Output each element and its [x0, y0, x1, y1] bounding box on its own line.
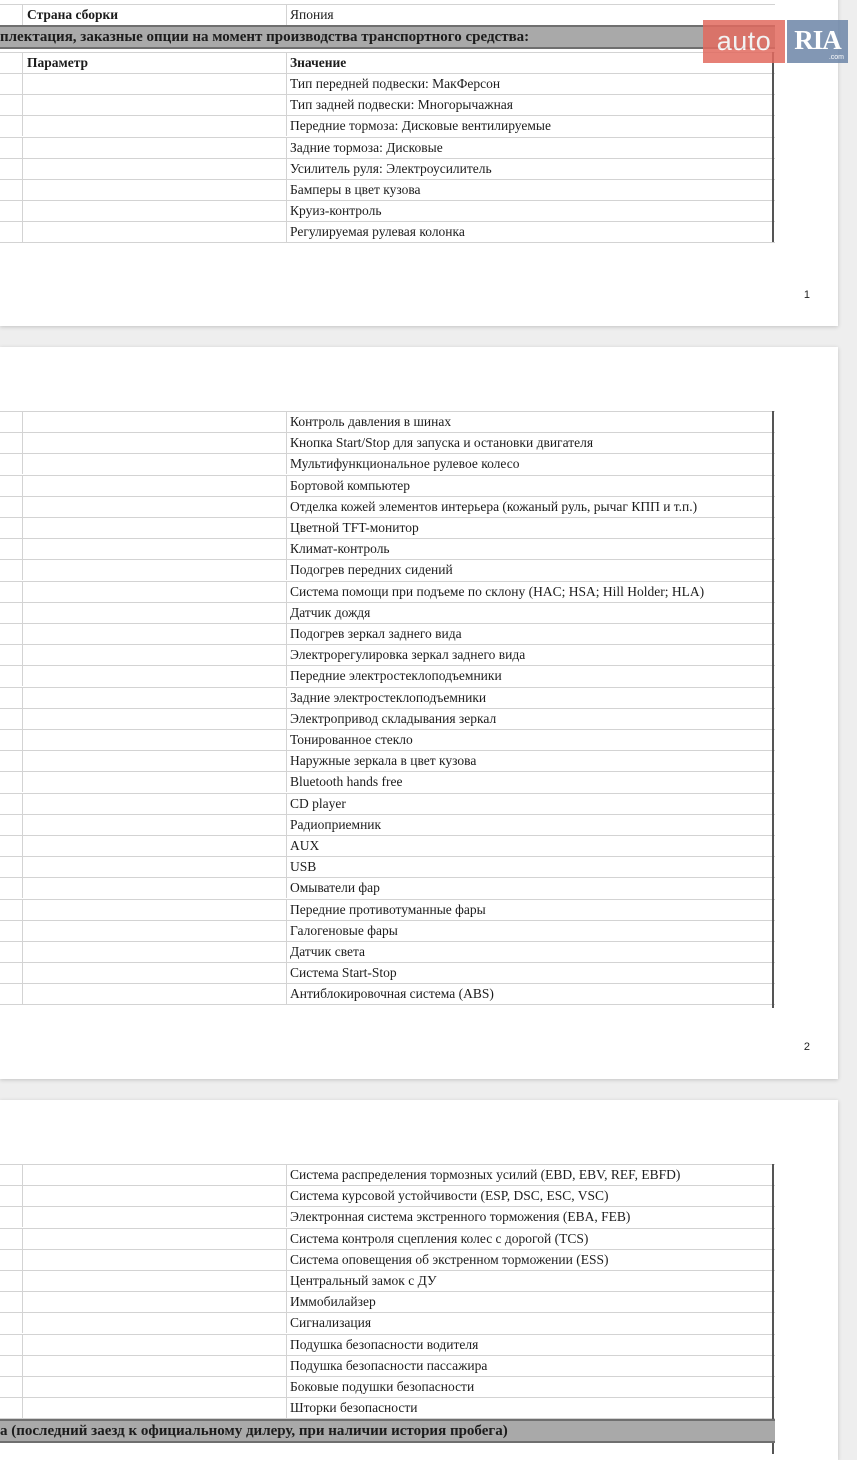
table-row-assembly-country [0, 4, 775, 25]
table-row [0, 73, 775, 94]
table-row [0, 877, 775, 898]
value-cell: Кнопка Start/Stop для запуска и остановки двигателя [290, 435, 594, 451]
table-row [0, 602, 775, 623]
table-row [0, 158, 775, 179]
value-cell: Система Start-Stop [290, 965, 397, 981]
page-number: 2 [803, 1041, 810, 1053]
table-row [0, 1312, 775, 1333]
table-row [0, 708, 775, 729]
table-row [0, 179, 775, 200]
value-cell: Система курсовой устойчивости (ESP, DSC, ESC, VSC) [290, 1188, 609, 1204]
page-number: 1 [803, 289, 810, 301]
document-page-2 [0, 347, 838, 1079]
table-row [0, 1355, 775, 1376]
table-row [0, 644, 775, 665]
logo-auto-text: auto [703, 20, 785, 63]
value-cell: Система оповещения об экстренном торможении (ESS) [290, 1251, 609, 1267]
value-cell: Передние электростеклоподъемники [290, 668, 502, 684]
table-row [0, 1206, 775, 1227]
value-cell: Радиоприемник [290, 816, 382, 832]
value-cell: Боковые подушки безопасности [290, 1379, 475, 1394]
table-row [0, 475, 775, 496]
table-row [0, 1228, 775, 1249]
table-row [0, 729, 775, 750]
value-cell: Наружные зеркала в цвет кузова [290, 753, 477, 769]
table-row [0, 517, 775, 538]
value-cell: Передние противотуманные фары [290, 901, 486, 917]
table-row [0, 200, 775, 221]
table-row [0, 750, 775, 771]
table-row [0, 432, 775, 453]
value-cell: Мультифункциональное рулевое колесо [290, 456, 520, 472]
value-cell: Круиз-контроль [290, 203, 382, 219]
table-row [0, 221, 775, 243]
table-row [0, 115, 775, 136]
table-row [0, 941, 775, 962]
value-cell: AUX [290, 838, 320, 853]
logo-ria-text: RIA [794, 25, 841, 55]
value-cell: Система помощи при подъеме по склону (HAC; HSA; Hill Holder; HLA) [290, 583, 705, 599]
table-row [0, 1270, 775, 1291]
document-page-3 [0, 1100, 838, 1460]
value-cell: Регулируемая рулевая колонка [290, 224, 465, 240]
table-row [0, 856, 775, 877]
table-row [0, 983, 775, 1005]
value-cell: Датчик дождя [290, 604, 371, 620]
header-param: Параметр [23, 53, 287, 73]
table-row [0, 962, 775, 983]
value-cell: Электрорегулировка зеркал заднего вида [290, 647, 526, 663]
table-row [0, 793, 775, 814]
value-cell: CD player [290, 795, 346, 811]
value-cell: Бортовой компьютер [290, 477, 411, 493]
table-right-border [772, 1164, 774, 1454]
table-row [0, 771, 775, 792]
param-cell: Страна сборки [23, 5, 287, 25]
value-cell: Подушка безопасности водителя [290, 1336, 479, 1352]
value-cell: Задние электростеклоподъемники [290, 689, 487, 705]
table-row [0, 835, 775, 856]
value-cell: Центральный замок с ДУ [290, 1273, 437, 1288]
table-row [0, 623, 775, 644]
value-cell: Иммобилайзер [290, 1294, 376, 1310]
table-row [0, 1397, 775, 1419]
bottom-section-title-bar: а (последний заезд к официальному дилеру, при наличии история пробега) [0, 1419, 775, 1443]
value-cell: Сигнализация [290, 1315, 372, 1331]
table-header-row [0, 52, 775, 73]
table-row [0, 496, 775, 517]
value-cell: Датчик света [290, 944, 366, 959]
value-cell: Тип передней подвески: МакФерсон [290, 76, 501, 91]
value-cell: Электропривод складывания зеркал [290, 710, 497, 726]
table-row [0, 1334, 775, 1355]
table-row [0, 538, 775, 559]
value-cell: Задние тормоза: Дисковые [290, 139, 443, 155]
value-cell: Система контроля сцепления колес с дорогой (TCS) [290, 1230, 589, 1246]
value-cell: Галогеновые фары [290, 922, 398, 938]
table-row [0, 1376, 775, 1397]
value-cell: Цветной TFT-монитор [290, 520, 419, 535]
value-cell: Тип задней подвески: Многорычажная [290, 97, 514, 113]
table-row [0, 411, 775, 432]
value-cell: USB [290, 859, 317, 875]
value-cell: Подушка безопасности пассажира [290, 1357, 488, 1373]
header-value: Значение [290, 55, 347, 70]
table-row [0, 1291, 775, 1312]
value-cell: Шторки безопасности [290, 1400, 418, 1416]
value-cell: Контроль давления в шинах [290, 414, 452, 429]
table-row [0, 665, 775, 686]
table-row [0, 94, 775, 115]
value-cell: Bluetooth hands free [290, 774, 403, 790]
value-cell: Усилитель руля: Электроусилитель [290, 160, 492, 176]
table-right-border [772, 52, 774, 242]
table-row [0, 920, 775, 941]
value-cell: Антиблокировочная система (ABS) [290, 986, 494, 1002]
value-cell: Омыватели фар [290, 880, 380, 896]
table-row [0, 581, 775, 602]
table-row [0, 1185, 775, 1206]
table-row [0, 559, 775, 580]
table-row [0, 814, 775, 835]
table-row [0, 1164, 775, 1185]
logo-com-text: .com [828, 54, 844, 61]
table-row [0, 137, 775, 158]
section-title-bar: плектация, заказные опции на момент производства транспортного средства: [0, 25, 775, 49]
logo-ria-block [787, 20, 848, 63]
value-cell: Япония [290, 7, 334, 22]
value-cell: Подогрев зеркал заднего вида [290, 626, 462, 641]
value-cell: Передние тормоза: Дисковые вентилируемые [290, 118, 551, 134]
table-right-border [772, 411, 774, 1008]
value-cell: Климат-контроль [290, 541, 390, 557]
value-cell: Электронная система экстренного торможения (EBA, FEB) [290, 1209, 631, 1225]
table-row [0, 687, 775, 708]
autoria-logo [703, 20, 848, 63]
table-row [0, 1249, 775, 1270]
value-cell: Система распределения тормозных усилий (EBD, EBV, REF, EBFD) [290, 1167, 681, 1182]
value-cell: Подогрев передних сидений [290, 562, 453, 578]
table-row [0, 899, 775, 920]
table-row [0, 453, 775, 474]
value-cell: Тонированное стекло [290, 732, 413, 747]
value-cell: Бамперы в цвет кузова [290, 182, 421, 197]
value-cell: Отделка кожей элементов интерьера (кожаный руль, рычаг КПП и т.п.) [290, 498, 698, 514]
